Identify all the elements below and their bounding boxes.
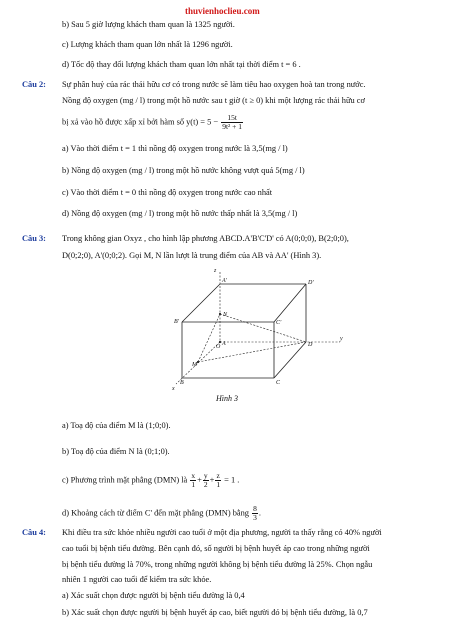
- q3-d-text: d) Khoảng cách từ điểm C' đến mặt phẳng (DMN) bằng: [62, 508, 249, 518]
- frac-den: 1: [216, 480, 221, 489]
- q1-option-c: c) Lượng khách tham quan lớn nhất là 1296 người.: [62, 40, 233, 49]
- q2-fraction-den: 9t² + 1: [222, 122, 243, 131]
- q3-option-d: d) Khoảng cách từ điểm C' đến mặt phẳng (DMN) bằng $\frac{8}{3}$ .: [62, 504, 261, 522]
- q2-fraction: [221, 114, 243, 131]
- label-b-prime: B': [174, 319, 179, 325]
- q2-function: [62, 114, 244, 131]
- q3-line1: Trong không gian Oxyz , cho hình lập phương ABCD.A'B'C'D' có A(0;0;0), B(2;0;0),: [62, 234, 349, 243]
- q3-option-a: a) Toạ độ của điểm M là (1;0;0).: [62, 421, 171, 430]
- label-y: y: [340, 336, 343, 342]
- q3-option-b: b) Toạ độ của điểm N là (0;1;0).: [62, 447, 170, 456]
- q3-label: Câu 3:: [22, 234, 46, 243]
- q2-label: Câu 2:: [22, 80, 46, 89]
- q3-d-frac: [252, 505, 258, 522]
- q4-option-a: a) Xác suất chọn được người bị bệnh tiểu đường là 0,4: [62, 591, 245, 600]
- frac-den: 1: [191, 480, 196, 489]
- label-z: z: [214, 268, 217, 274]
- cube-figure: [150, 262, 350, 392]
- q2-line1: Sự phân huỷ của rác thải hữu cơ có trong nước sẽ làm tiêu hao oxygen hoà tan trong nước.: [62, 80, 366, 89]
- frac-num: 8: [253, 504, 257, 513]
- q2-option-d: d) Nồng độ oxygen (mg / l) trong một hồ nước thấp nhất là 3,5(mg / l): [62, 209, 298, 218]
- label-m: M: [192, 362, 197, 368]
- q4-label: Câu 4:: [22, 528, 46, 537]
- frac-num: z: [216, 471, 220, 480]
- q4-line2: cao tuổi bị bệnh tiểu đường. Bên cạnh đó, số người bị bệnh huyết áp cao trong những người: [62, 544, 370, 553]
- q3-c-frac-y: [203, 472, 209, 489]
- label-c-prime: C': [276, 320, 282, 326]
- frac-den: 2: [203, 480, 208, 489]
- q3-line2: D(0;2;0), A'(0;0;2). Gọi M, N lần lượt là trung điểm của AB và AA' (Hình 3).: [62, 251, 322, 260]
- q3-c-frac-x: [190, 472, 196, 489]
- watermark: thuvienhoclieu.com: [185, 6, 260, 16]
- q1-option-b: b) Sau 5 giờ lượng khách tham quan là 1325 người.: [62, 20, 235, 29]
- label-d: D: [308, 342, 313, 348]
- label-c: C: [276, 380, 281, 386]
- q4-line4: nhiên 1 người cao tuổi để kiểm tra sức khỏe.: [62, 575, 212, 584]
- label-b: B: [180, 380, 184, 386]
- q2-line2: Nồng độ oxygen (mg / l) trong một hồ nước sau t giờ (t ≥ 0) khi một lượng rác thải hữu cơ: [62, 96, 365, 105]
- q1-option-d: d) Tốc độ thay đổi lượng khách tham quan lớn nhất tại thời điểm t = 6 .: [62, 60, 301, 69]
- label-d-prime: D': [308, 280, 314, 286]
- q4-option-b: b) Xác suất chọn được người bị bệnh huyết áp cao, biết người đó bị bệnh tiểu đường, là 0,7: [62, 608, 368, 617]
- q3-c-text: c) Phương trình mặt phẳng (DMN) là: [62, 475, 188, 485]
- q2-option-a: a) Vào thời điểm t = 1 thì nồng độ oxygen trong nước là 3,5(mg / l): [62, 144, 288, 153]
- q3-c-tail: = 1 .: [224, 475, 240, 485]
- label-a: A: [222, 341, 226, 347]
- q2-option-b: b) Nồng độ oxygen (mg / l) trong một hồ nước không vượt quá 5(mg / l): [62, 166, 305, 175]
- label-o: O: [216, 344, 221, 350]
- frac-num: x: [191, 471, 196, 480]
- label-x: x: [172, 386, 175, 392]
- frac-den: 3: [253, 513, 257, 522]
- q3-option-c: c) Phương trình mặt phẳng (DMN) là $\frac{x}{1}$ + $\frac{y}{2}$ + $\frac{z}{1}$ = 1 .: [62, 471, 240, 489]
- figure-caption: Hình 3: [216, 394, 238, 403]
- q2-line3-text: bị xả vào hồ được xấp xỉ bởi hàm số y(t) = 5 −: [62, 117, 219, 127]
- q2-option-c: c) Vào thời điểm t = 0 thì nồng độ oxygen trong nước cao nhất: [62, 188, 273, 197]
- q2-fraction-num: 15t: [221, 114, 243, 123]
- label-n: N: [223, 312, 228, 318]
- label-a-prime: A': [222, 278, 227, 284]
- q4-line1: Khi điều tra sức khỏe nhiều người cao tuổi ở một địa phương, người ta thấy rằng có 40% người: [62, 528, 382, 537]
- frac-num: y: [203, 471, 208, 480]
- q3-c-frac-z: [215, 472, 221, 489]
- q4-line3: bị bệnh tiểu đường là 70%, trong những người không bị bệnh tiểu đường là 25%. Chọn ngẫu: [62, 560, 373, 569]
